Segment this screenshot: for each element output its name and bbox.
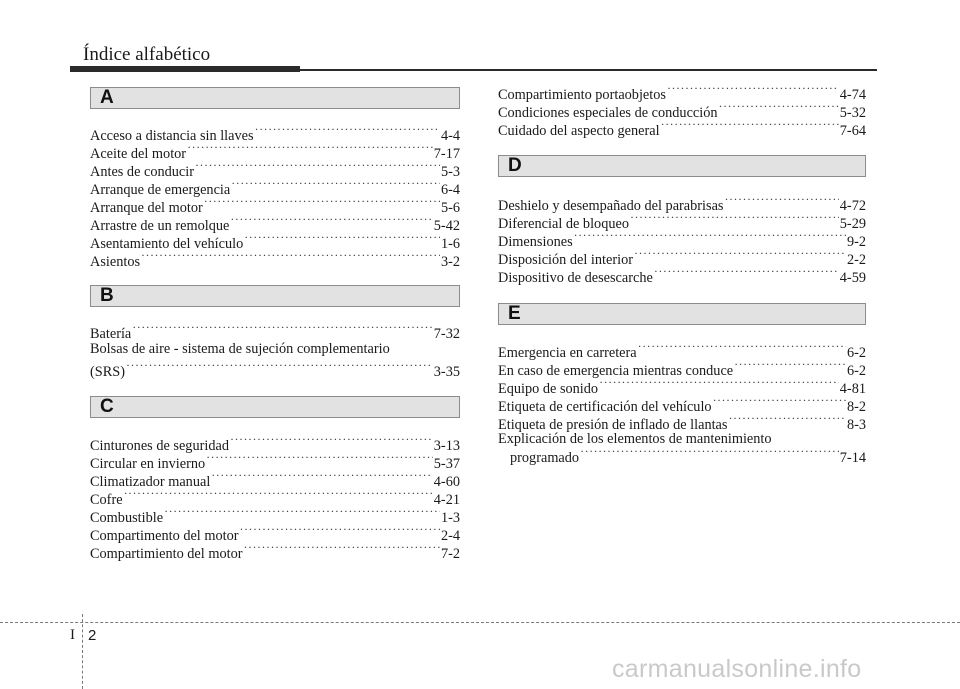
footer-rule (0, 622, 960, 623)
section-header-a (90, 87, 460, 109)
section-header-c (90, 396, 460, 418)
index-entry: Aceite del motor ····· 7-17 (90, 141, 460, 163)
header-rule-thin (300, 69, 877, 71)
index-entry: Antes de conducir ····· 5-3 (90, 159, 460, 181)
index-entry: Arranque de emergencia ····· 6-4 (90, 177, 460, 199)
index-entry: Emergencia en carretera ····· 6-2 (498, 340, 866, 362)
section-letter: E (508, 303, 521, 324)
index-entry: (SRS) ····· 3-35 (90, 359, 460, 381)
header-rule-thick (70, 66, 300, 72)
footer-section-mark: I (70, 627, 75, 643)
index-entry: Compartimento del motor ····· 2-4 (90, 523, 460, 545)
section-header-d (498, 155, 866, 177)
index-entry: Asientos ····· 3-2 (90, 249, 460, 271)
index-entry-continued: Bolsas de aire - sistema de sujeción complementario (90, 341, 390, 357)
index-entry: Arranque del motor ····· 5-6 (90, 195, 460, 217)
index-entry: Arrastre de un remolque ····· 5-42 (90, 213, 460, 235)
section-header-b (90, 285, 460, 307)
page-title: Índice alfabético (83, 44, 211, 65)
index-entry: programado ····· 7-14 (498, 445, 866, 467)
index-entry: Diferencial de bloqueo ····· 5-29 (498, 211, 866, 233)
index-entry: Batería ····· 7-32 (90, 321, 460, 343)
index-entry: Asentamiento del vehículo ····· 1-6 (90, 231, 460, 253)
index-entry: Equipo de sonido ····· 4-81 (498, 376, 866, 398)
index-entry: Circular en invierno ····· 5-37 (90, 451, 460, 473)
footer-divider (82, 614, 83, 689)
section-header-e (498, 303, 866, 325)
index-entry: En caso de emergencia mientras conduce ····· 6-2 (498, 358, 866, 380)
index-entry: Climatizador manual ····· 4-60 (90, 469, 460, 491)
page-number: 2 (88, 627, 97, 644)
index-entry: Disposición del interior ····· 2-2 (498, 247, 866, 269)
index-entry: Dimensiones ····· 9-2 (498, 229, 866, 251)
section-letter: A (100, 87, 114, 108)
watermark: carmanualsonline.info (612, 655, 862, 683)
index-entry: Compartimiento portaobjetos ····· 4-74 (498, 82, 866, 104)
index-entry: Cuidado del aspecto general ····· 7-64 (498, 118, 866, 140)
index-entry: Dispositivo de desescarche ····· 4-59 (498, 265, 866, 287)
index-entry: Cofre ····· 4-21 (90, 487, 460, 509)
index-entry: Combustible ····· 1-3 (90, 505, 460, 527)
section-letter: D (508, 155, 522, 176)
section-letter: B (100, 285, 114, 306)
index-entry: Condiciones especiales de conducción ····· 5-32 (498, 100, 866, 122)
index-entry: Deshielo y desempañado del parabrisas ····· 4-72 (498, 193, 866, 215)
index-entry: Compartimiento del motor ····· 7-2 (90, 541, 460, 563)
index-entry: Acceso a distancia sin llaves ····· 4-4 (90, 123, 460, 145)
section-letter: C (100, 396, 114, 417)
index-entry: Cinturones de seguridad ····· 3-13 (90, 433, 460, 455)
index-entry: Etiqueta de presión de inflado de llantas ····· 8-3 (498, 412, 866, 434)
index-entry-continued: Explicación de los elementos de mantenimiento (498, 431, 772, 447)
index-entry: Etiqueta de certificación del vehículo ····· 8-2 (498, 394, 866, 416)
